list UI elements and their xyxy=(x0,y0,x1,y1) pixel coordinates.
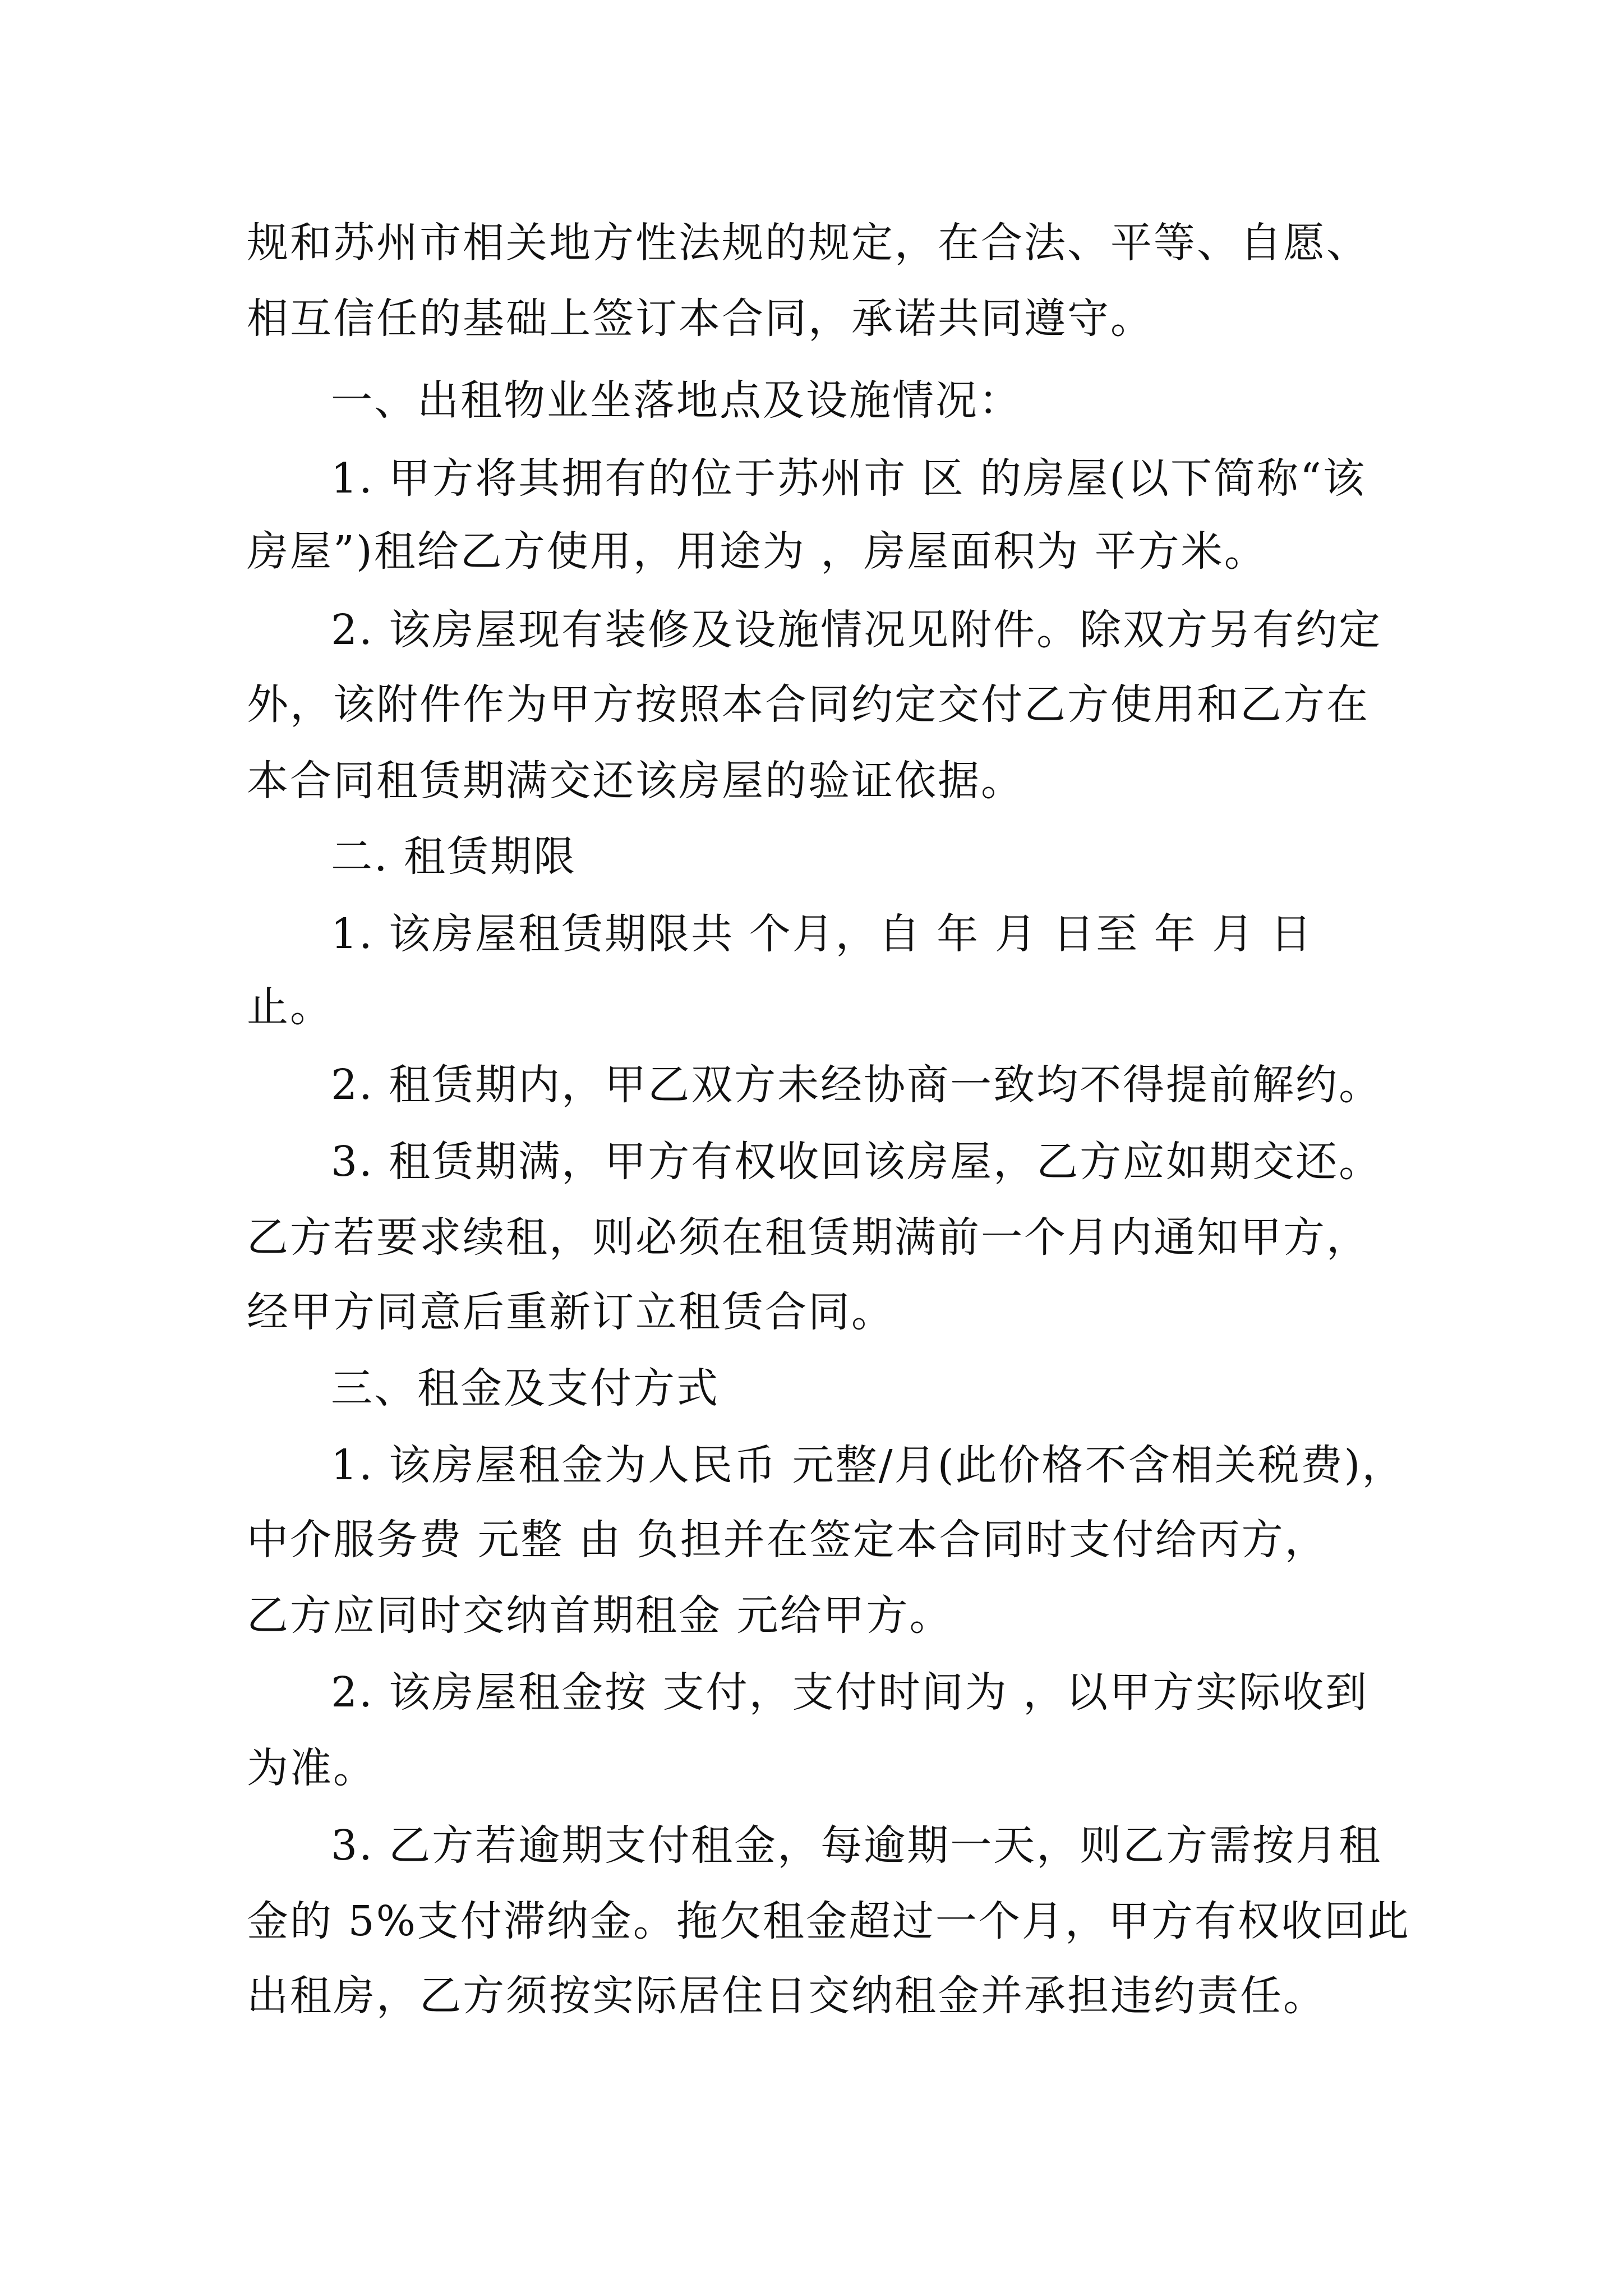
paragraph-line: 经甲方同意后重新订立租赁合同。 xyxy=(247,1288,895,1336)
paragraph-line: 中介服务费 元整 由 负担并在签定本合同时支付给丙方， xyxy=(247,1516,1328,1564)
paragraph-line: 2. 该房屋租金按 支付，支付时间为 ，以甲方实际收到 xyxy=(331,1668,1369,1717)
paragraph-line: 本合同租赁期满交还该房屋的验证依据。 xyxy=(247,757,1024,805)
paragraph-line: 乙方应同时交纳首期租金 元给甲方。 xyxy=(247,1591,953,1640)
paragraph-line: 外，该附件作为甲方按照本合同约定交付乙方使用和乙方在 xyxy=(247,680,1370,729)
paragraph-line: 相互信任的基础上签订本合同，承诺共同遵守。 xyxy=(247,295,1154,343)
paragraph-line: 为准。 xyxy=(247,1744,376,1792)
paragraph-line: 止。 xyxy=(247,983,333,1031)
section-heading-1: 一、出租物业坐落地点及设施情况： xyxy=(331,376,1022,425)
section-heading-2: 二. 租赁期限 xyxy=(331,832,577,881)
paragraph-line: 3. 租赁期满，甲方有权收回该房屋，乙方应如期交还。 xyxy=(331,1138,1382,1186)
paragraph-line: 1. 该房屋租赁期限共 个月，自 年 月 日至 年 月 日 xyxy=(331,910,1313,958)
paragraph-line: 1. 甲方将其拥有的位于苏州市 区 的房屋(以下简称“该 xyxy=(331,454,1366,503)
paragraph-line: 2. 租赁期内，甲乙双方未经协商一致均不得提前解约。 xyxy=(331,1061,1382,1109)
section-heading-3: 三、租金及支付方式 xyxy=(331,1364,720,1412)
paragraph-line: 乙方若要求续租，则必须在租赁期满前一个月内通知甲方， xyxy=(247,1213,1370,1262)
paragraph-line: 出租房，乙方须按实际居住日交纳租金并承担违约责任。 xyxy=(247,1972,1326,2020)
paragraph-line: 金的 5%支付滞纳金。拖欠租金超过一个月，甲方有权收回此 xyxy=(247,1897,1410,1945)
paragraph-line: 2. 该房屋现有装修及设施情况见附件。除双方另有约定 xyxy=(331,606,1382,654)
paragraph-line: 1. 该房屋租金为人民币 元整/月(此价格不含相关税费)， xyxy=(331,1441,1405,1489)
paragraph-line: 规和苏州市相关地方性法规的规定，在合法、平等、自愿、 xyxy=(247,219,1370,267)
paragraph-line: 房屋”)租给乙方使用，用途为 ，房屋面积为 平方米。 xyxy=(247,527,1267,576)
paragraph-line: 3. 乙方若逾期支付租金，每逾期一天，则乙方需按月租 xyxy=(331,1821,1382,1870)
